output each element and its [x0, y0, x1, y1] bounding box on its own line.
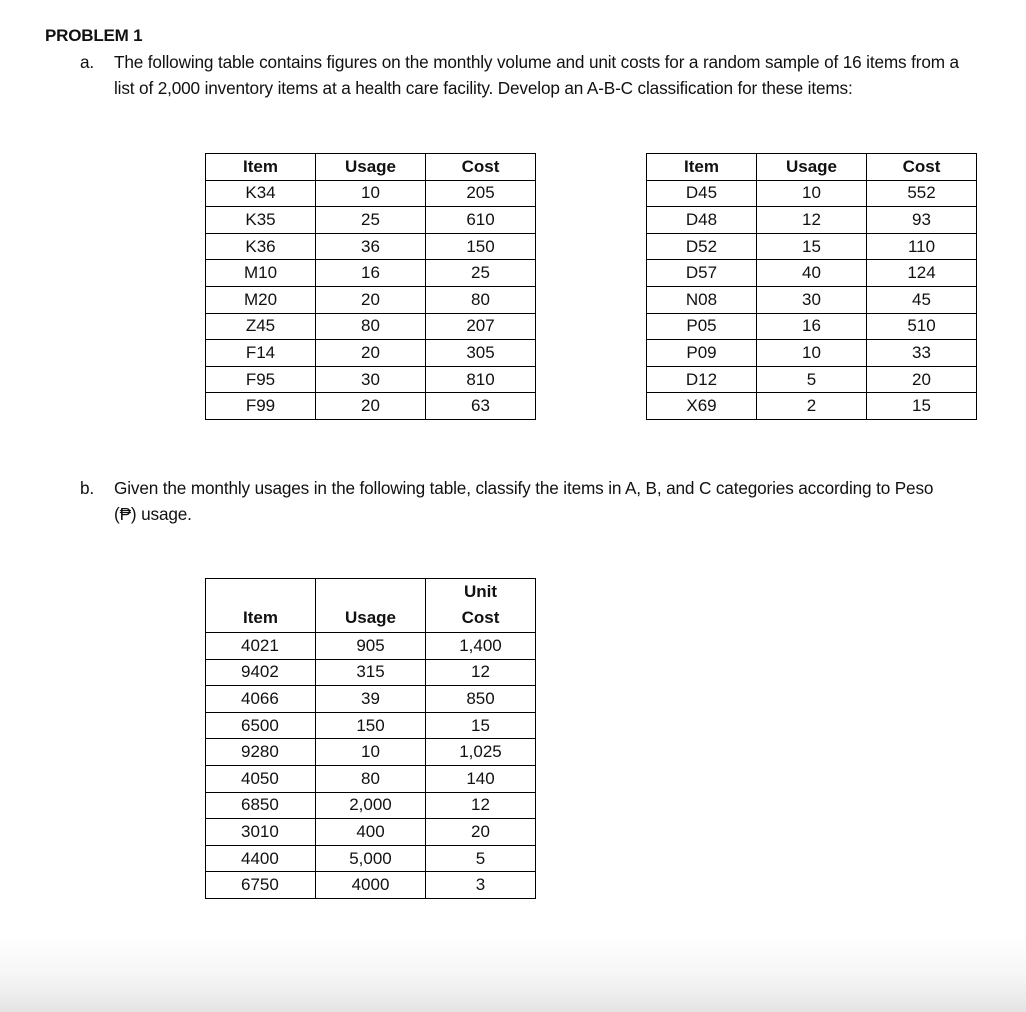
- table-header-row: [206, 579, 536, 633]
- cell-usage: 20: [316, 393, 426, 420]
- cell-cost: 33: [867, 340, 977, 367]
- cell-item: 9402: [206, 659, 316, 686]
- part-b-paragraph: [80, 476, 940, 527]
- cell-cost: 45: [867, 286, 977, 313]
- cell-item: X69: [647, 393, 757, 420]
- cell-cost: 80: [426, 286, 536, 313]
- cell-cost: 5: [426, 845, 536, 872]
- problem-title: PROBLEM 1: [45, 26, 143, 45]
- table-row: [206, 845, 536, 872]
- table-row: [647, 340, 977, 367]
- cell-usage: 10: [757, 180, 867, 207]
- cell-cost: 3: [426, 872, 536, 899]
- cell-cost: 93: [867, 207, 977, 234]
- cell-cost: 110: [867, 233, 977, 260]
- cell-usage: 30: [757, 286, 867, 313]
- cell-item: D52: [647, 233, 757, 260]
- table-row: [206, 765, 536, 792]
- table-row: [206, 872, 536, 899]
- table-row: [206, 739, 536, 766]
- header-item: Item: [647, 154, 757, 181]
- cell-item: F95: [206, 366, 316, 393]
- cell-cost: 15: [426, 712, 536, 739]
- header-unit-cost: [426, 579, 536, 633]
- table-row: [206, 260, 536, 287]
- table-row: [206, 207, 536, 234]
- cell-item: F14: [206, 340, 316, 367]
- header-usage: Usage: [316, 154, 426, 181]
- table-row: [206, 180, 536, 207]
- cell-usage: 80: [316, 313, 426, 340]
- cell-cost: 150: [426, 233, 536, 260]
- table-row: [206, 712, 536, 739]
- cell-usage: 25: [316, 207, 426, 234]
- cell-cost: 207: [426, 313, 536, 340]
- cell-usage: 36: [316, 233, 426, 260]
- table-row: [206, 286, 536, 313]
- cell-item: D45: [647, 180, 757, 207]
- cell-usage: 12: [757, 207, 867, 234]
- cell-cost: 20: [867, 366, 977, 393]
- cell-item: 4050: [206, 765, 316, 792]
- cell-item: 3010: [206, 819, 316, 846]
- table-row: [206, 686, 536, 713]
- cell-usage: 16: [757, 313, 867, 340]
- cell-usage: 10: [757, 340, 867, 367]
- table-row: [647, 393, 977, 420]
- cell-cost: 205: [426, 180, 536, 207]
- cell-cost: 850: [426, 686, 536, 713]
- cell-item: D57: [647, 260, 757, 287]
- cell-usage: 150: [316, 712, 426, 739]
- cell-cost: 20: [426, 819, 536, 846]
- table-row: [647, 207, 977, 234]
- cell-item: 4066: [206, 686, 316, 713]
- cell-cost: 610: [426, 207, 536, 234]
- cell-usage: 4000: [316, 872, 426, 899]
- header-item: Item: [206, 579, 316, 633]
- cell-item: K35: [206, 207, 316, 234]
- table-row: [206, 633, 536, 660]
- table-row: [206, 313, 536, 340]
- cell-usage: 2: [757, 393, 867, 420]
- cell-item: M10: [206, 260, 316, 287]
- cell-cost: 552: [867, 180, 977, 207]
- cell-usage: 15: [757, 233, 867, 260]
- cell-item: K34: [206, 180, 316, 207]
- monthly-usage-table: [205, 578, 536, 899]
- cell-cost: 25: [426, 260, 536, 287]
- cell-usage: 10: [316, 739, 426, 766]
- cell-usage: 40: [757, 260, 867, 287]
- cell-cost: 124: [867, 260, 977, 287]
- cell-usage: 315: [316, 659, 426, 686]
- cell-usage: 5: [757, 366, 867, 393]
- table-row: [206, 659, 536, 686]
- cell-item: 9280: [206, 739, 316, 766]
- header-unit-cost-line1: Unit: [463, 582, 498, 601]
- table-row: [647, 366, 977, 393]
- cell-item: 6500: [206, 712, 316, 739]
- cell-cost: 12: [426, 792, 536, 819]
- cell-cost: 1,400: [426, 633, 536, 660]
- header-usage: Usage: [757, 154, 867, 181]
- cell-item: Z45: [206, 313, 316, 340]
- part-a-text: The following table contains figures on the monthly volume and unit costs for a random sample of 16 items from a list of 2,000 inventory items at a health care facility. Develop an A-B-C classification for these items:: [114, 52, 959, 98]
- cell-usage: 2,000: [316, 792, 426, 819]
- cell-item: F99: [206, 393, 316, 420]
- cell-usage: 20: [316, 286, 426, 313]
- table-row: [206, 819, 536, 846]
- cell-item: 4021: [206, 633, 316, 660]
- table-row: [647, 180, 977, 207]
- table-row: [206, 366, 536, 393]
- cell-item: N08: [647, 286, 757, 313]
- header-item: Item: [206, 154, 316, 181]
- table-header-row: [647, 154, 977, 181]
- inventory-table-left: [205, 153, 536, 420]
- table-row: [647, 286, 977, 313]
- cell-usage: 10: [316, 180, 426, 207]
- cell-usage: 5,000: [316, 845, 426, 872]
- cell-usage: 80: [316, 765, 426, 792]
- cell-cost: 305: [426, 340, 536, 367]
- part-b-marker: b.: [80, 478, 95, 498]
- cell-cost: 63: [426, 393, 536, 420]
- cell-item: P05: [647, 313, 757, 340]
- table-row: [206, 393, 536, 420]
- cell-cost: 1,025: [426, 739, 536, 766]
- cell-cost: 12: [426, 659, 536, 686]
- cell-cost: 140: [426, 765, 536, 792]
- part-b-text: Given the monthly usages in the following table, classify the items in A, B, and C categories according to Peso (₱) usage.: [114, 478, 934, 524]
- cell-usage: 39: [316, 686, 426, 713]
- header-usage: Usage: [316, 579, 426, 633]
- table-row: [206, 792, 536, 819]
- table-row: [647, 260, 977, 287]
- cell-item: 6850: [206, 792, 316, 819]
- cell-item: 4400: [206, 845, 316, 872]
- cell-cost: 510: [867, 313, 977, 340]
- inventory-table-right: [646, 153, 977, 420]
- table-header-row: [206, 154, 536, 181]
- header-unit-cost-line2: Cost: [461, 608, 500, 627]
- table-row: [647, 313, 977, 340]
- header-cost: Cost: [867, 154, 977, 181]
- table-row: [206, 340, 536, 367]
- cell-usage: 30: [316, 366, 426, 393]
- table-row: [206, 233, 536, 260]
- cell-item: D48: [647, 207, 757, 234]
- cell-cost: 15: [867, 393, 977, 420]
- cell-item: M20: [206, 286, 316, 313]
- cell-item: D12: [647, 366, 757, 393]
- cell-usage: 20: [316, 340, 426, 367]
- cell-item: 6750: [206, 872, 316, 899]
- cell-item: K36: [206, 233, 316, 260]
- cell-usage: 905: [316, 633, 426, 660]
- part-a-marker: a.: [80, 52, 95, 72]
- part-a-paragraph: [80, 50, 960, 101]
- cell-item: P09: [647, 340, 757, 367]
- table-row: [647, 233, 977, 260]
- cell-cost: 810: [426, 366, 536, 393]
- cell-usage: 400: [316, 819, 426, 846]
- header-cost: Cost: [426, 154, 536, 181]
- cell-usage: 16: [316, 260, 426, 287]
